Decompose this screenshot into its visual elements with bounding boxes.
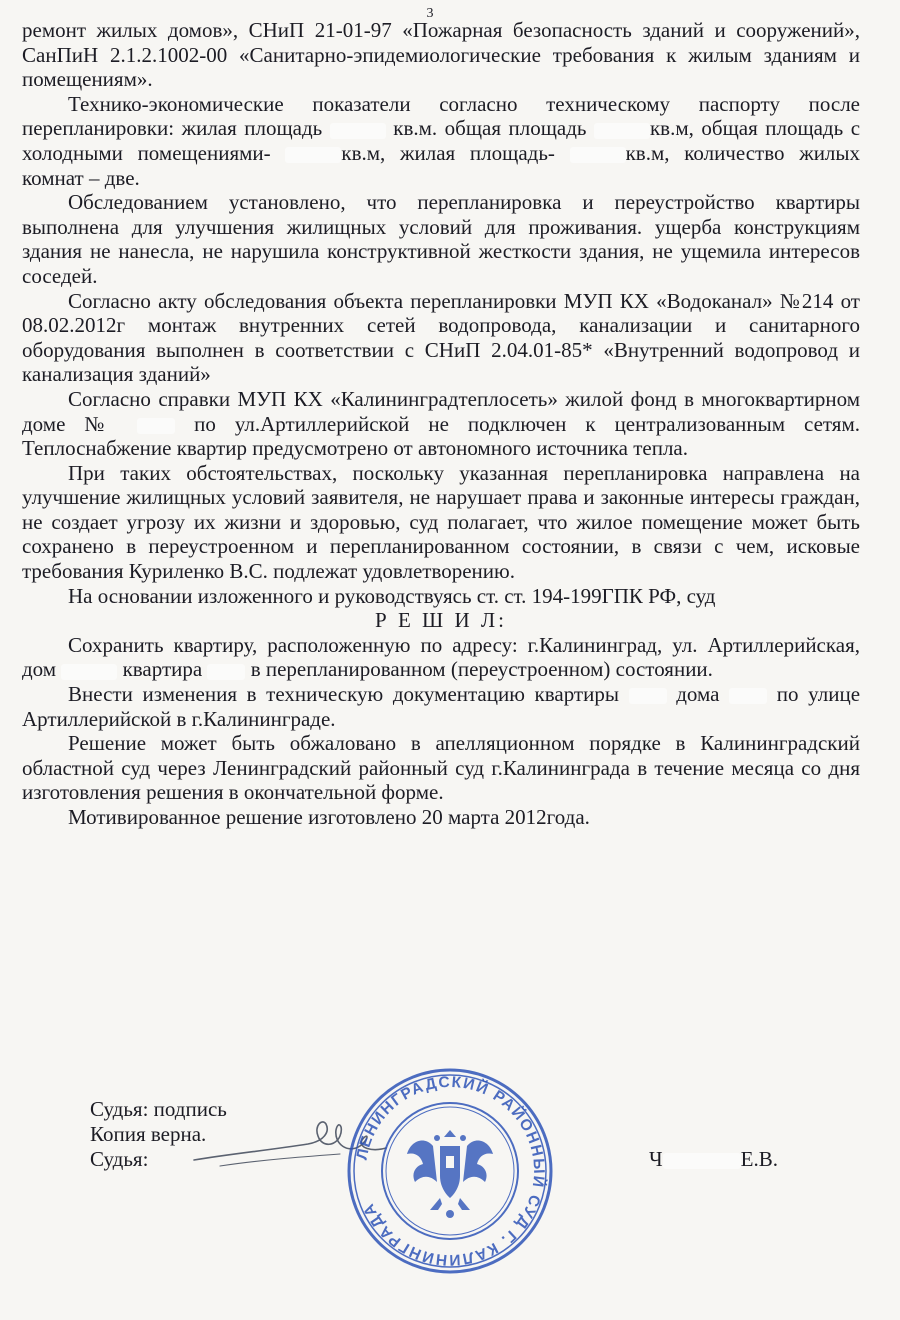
redaction-mark — [663, 1153, 741, 1169]
text-fragment: Согласно справки МУП КХ «Калининградтеплосеть» жилой фонд в многоквартирном доме № — [22, 386, 860, 436]
text-fragment: по ул.Артиллерийской не подключен к централизованным сетям. Теплоснабжение квартир предусмотрено от автономного источника тепла. — [22, 411, 861, 461]
stamp-ring-text: ЛЕНИНГРАДСКИЙ РАЙОННЫЙ СУД Г. КАЛИНИНГРАДА — [353, 1073, 548, 1269]
redaction-mark — [207, 664, 245, 680]
text-fragment: кв.м, количество жилых комнат – две. — [22, 140, 861, 190]
redaction-mark — [285, 147, 341, 163]
redaction-mark — [61, 664, 117, 680]
text-fragment: Технико-экономические показатели согласно техническому паспорту после перепланировки: жилая площадь — [22, 91, 860, 141]
redaction-mark — [729, 688, 767, 704]
paragraph-decision-preserve — [22, 633, 860, 682]
judge-name-prefix: Ч — [649, 1147, 663, 1171]
signature-line-copy: Копия верна. — [90, 1122, 207, 1146]
double-headed-eagle-icon — [407, 1130, 493, 1218]
text-fragment: Внести изменения в техническую документацию квартиры — [68, 682, 619, 707]
redaction-mark — [570, 147, 626, 163]
text-fragment: дома — [676, 682, 720, 707]
text-fragment: квартира — [122, 657, 203, 682]
paragraph-reasoned-decision-date: Мотивированное решение изготовлено 20 марта 2012года. — [68, 805, 590, 829]
paragraph-conclusion: При таких обстоятельствах, поскольку указанная перепланировка направлена на улучшение жилищных условий заявителя, не нарушает права и законные интересы граждан, не создает угрозу их жизни и здоровью, суд полагает, что жилое помещение может быть сохранено в переустроенном и перепланированном состоянии, в связи с чем, исковые требования Куриленко В.С. подлежат удовлетворению. — [22, 460, 860, 584]
text-fragment: по улице Артиллерийской в г.Калининграде. — [22, 682, 861, 731]
decision-heading: Р Е Ш И Л: — [375, 608, 507, 633]
redaction-mark — [330, 123, 386, 139]
judge-initials: Е.В. — [740, 1147, 778, 1171]
paragraph-heating-reference — [22, 387, 860, 461]
signature-line-judge: Судья: подпись — [90, 1097, 227, 1121]
redaction-mark — [594, 123, 650, 139]
judge-name — [649, 1147, 778, 1172]
paragraph-legal-basis: На основании изложенного и руководствуясь ст. ст. 194-199ГПК РФ, суд — [68, 583, 716, 608]
text-fragment: кв.м, жилая площадь- — [341, 140, 555, 165]
paragraph-appeal: Решение может быть обжаловано в апелляционном порядке в Калининградский областной суд через Ленинградский районный суд г.Калининграда в течение месяца со дня изготовления решения в окончательной форме. — [22, 731, 860, 805]
paragraph-tech-indicators — [22, 92, 860, 190]
text-fragment: кв.м. общая площадь — [393, 116, 587, 141]
paragraph-vodokanal-act: Согласно акту обследования объекта перепланировки МУП КХ «Водоканал» №214 от 08.02.2012г монтаж внутренних сетей водопровода, канализации и санитарного оборудования выполнен в соответствии с СНиП 2.04.01-85* «Внутренний водопровод и канализация зданий» — [22, 288, 860, 387]
paragraph-norms: ремонт жилых домов», СНиП 21-01-97 «Пожарная безопасность зданий и сооружений», СанПиН 2.1.2.1002-00 «Санитарно-эпидемиологические требования к жилым зданиям и помещениям». — [22, 18, 860, 92]
paragraph-inspection: Обследованием установлено, что перепланировка и переустройство квартиры выполнена для улучшения жилищных условий для проживания. ущерба конструкциям здания не нанесла, не нарушила конструктивной жесткости здания, не ущемила интересов соседей. — [22, 190, 860, 288]
text-fragment: кв.м, общая площадь с холодными помещениями- — [22, 116, 861, 165]
document-body — [22, 18, 860, 830]
paragraph-decision-documentation — [22, 682, 860, 731]
redaction-mark — [629, 688, 667, 704]
redaction-mark — [137, 418, 175, 434]
text-fragment: Сохранить квартиру, расположенную по адресу: г.Калининград, ул. Артиллерийская, дом — [22, 632, 860, 682]
signature-line-judge-label: Судья: — [90, 1147, 149, 1171]
page-number: 3 — [426, 6, 434, 21]
court-seal-stamp — [345, 1066, 555, 1276]
text-fragment: в перепланированном (переустроенном) состоянии. — [250, 657, 713, 682]
